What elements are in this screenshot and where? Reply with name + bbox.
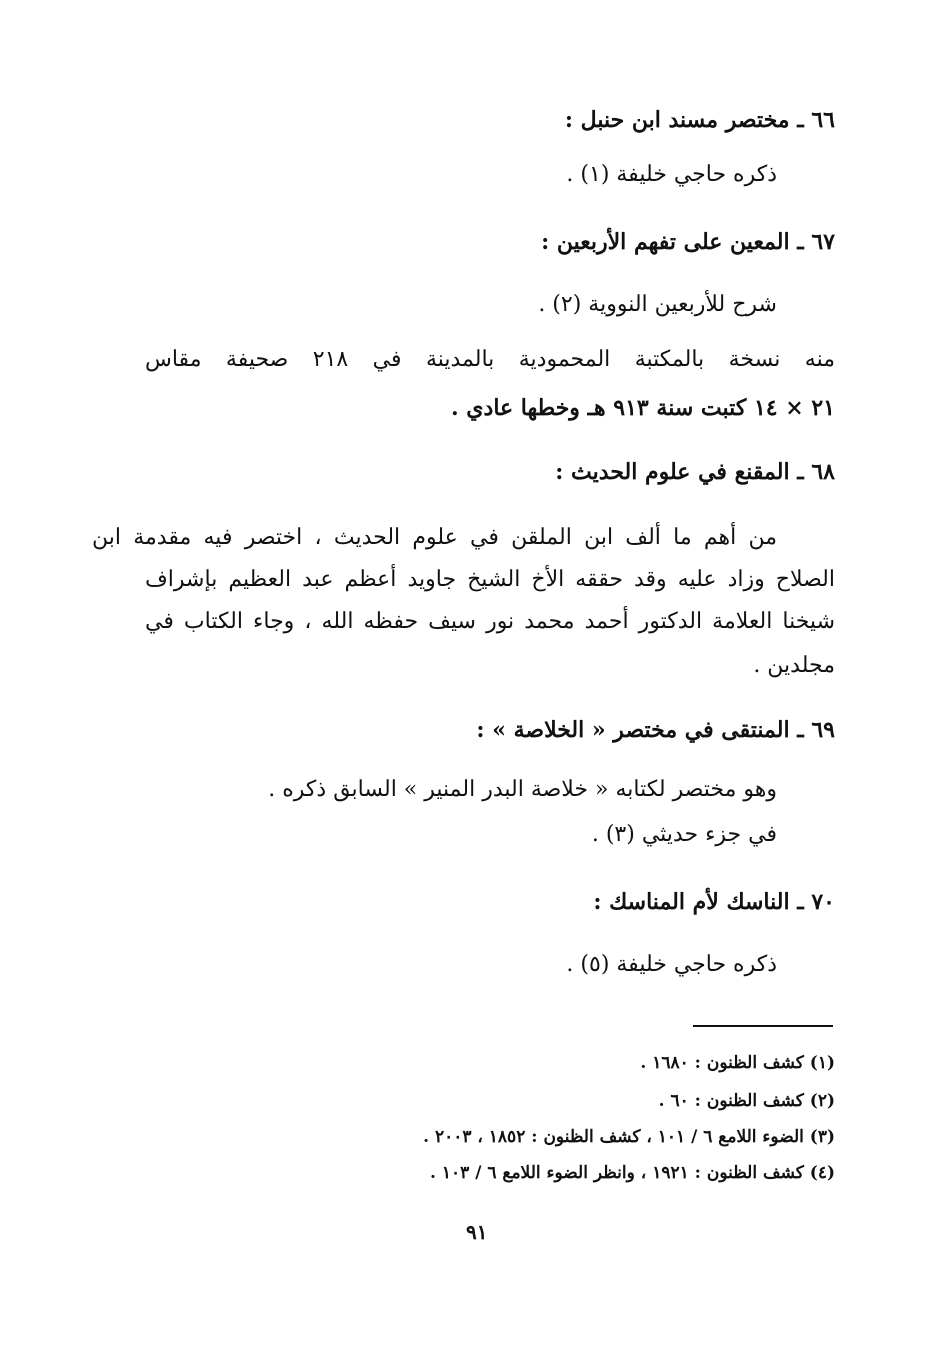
page-number: ٩١ [466,1220,488,1244]
entry-text-67-line-2: منه نسخة بالمكتبة المحمودية بالمدينة في ٢١٨ صحيفة مقاس [145,347,835,372]
footnote-separator [693,1025,833,1027]
entry-heading-69: ٦٩ ـ المنتقى في مختصر « الخلاصة » : [476,717,835,743]
entry-text-68-line-3: شيخنا العلامة الدكتور أحمد محمد نور سيف حفظه الله ، وجاء الكتاب في [145,609,835,634]
entry-text-68-line-2: الصلاح وزاد عليه وقد حققه الأخ الشيخ جاويد أعظم عبد العظيم بإشراف [145,567,835,592]
entry-text-66-line-1: ذكره حاجي خليفة (١) . [566,162,777,187]
entry-heading-67: ٦٧ ـ المعين على تفهم الأربعين : [541,229,835,255]
entry-text-69-line-1: وهو مختصر لكتابه « خلاصة البدر المنير » السابق ذكره . [268,777,777,802]
footnote-2: (٢) كشف الظنون : ٦٠ . [658,1091,835,1111]
footnote-3: (٣) الضوء اللامع ٦ / ١٠١ ، كشف الظنون : ١٨٥٢ ، ٢٠٠٣ . [423,1127,835,1147]
entry-text-69-line-2: في جزء حديثي (٣) . [591,822,777,847]
entry-text-67-line-3: ٢١ × ١٤ كتبت سنة ٩١٣ هـ وخطها عادي . [450,395,835,421]
entry-heading-70: ٧٠ ـ الناسك لأم المناسك : [593,889,835,915]
entry-heading-68: ٦٨ ـ المقنع في علوم الحديث : [555,459,835,485]
entry-text-67-line-1: شرح للأربعين النووية (٢) . [538,292,777,317]
entry-text-68-line-1: من أهم ما ألف ابن الملقن في علوم الحديث ، اختصر فيه مقدمة ابن [92,525,777,550]
entry-text-68-line-4: مجلدين . [753,653,835,678]
footnote-1: (١) كشف الظنون : ١٦٨٠ . [640,1053,835,1073]
entry-heading-66: ٦٦ ـ مختصر مسند ابن حنبل : [564,107,835,133]
entry-text-70-line-1: ذكره حاجي خليفة (٥) . [566,952,777,977]
footnote-4: (٤) كشف الظنون : ١٩٢١ ، وانظر الضوء اللامع ٦ / ١٠٣ . [430,1163,835,1183]
